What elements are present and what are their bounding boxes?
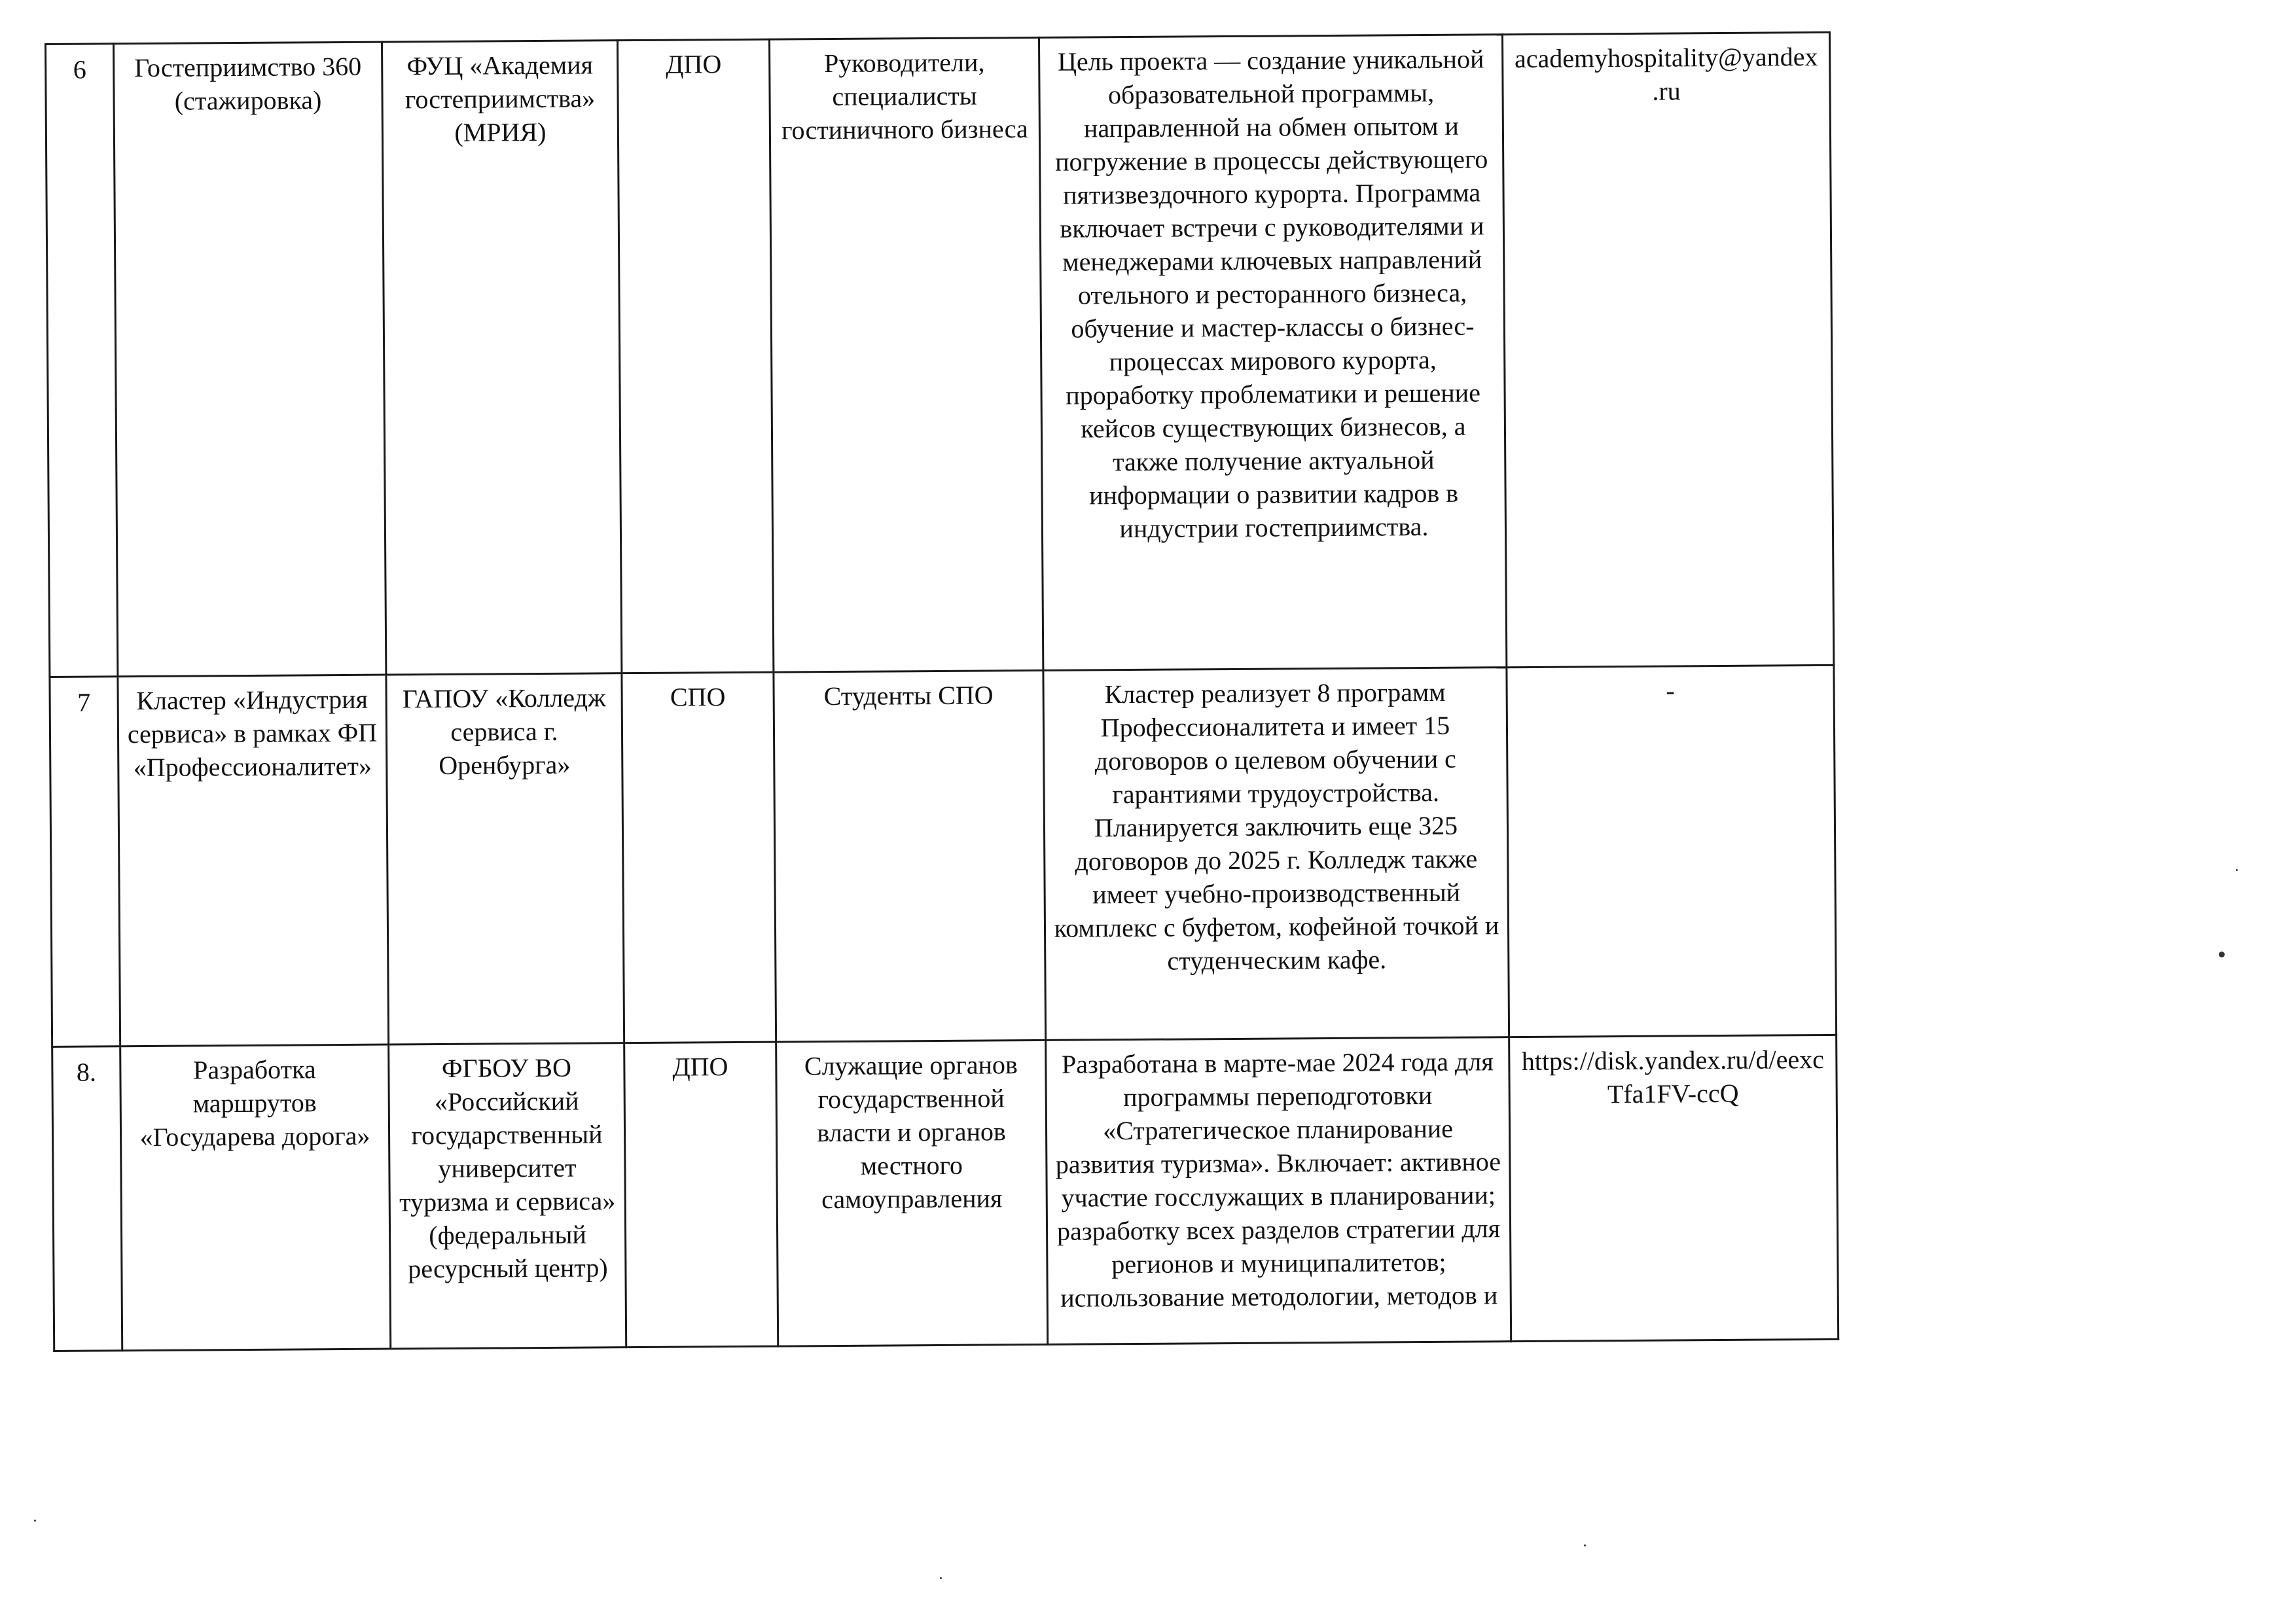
scan-speck [2219,952,2225,957]
contact-info: academyhospitality@yandex.ru [1502,32,1833,667]
scan-speck [940,1577,942,1579]
programs-table [45,31,1839,1352]
target-audience: Руководители, специалисты гостиничного бизнеса [769,37,1043,672]
organization-name: ФУЦ «Академия гостеприимства» (МРИЯ) [382,41,621,675]
table-row [50,665,1837,1046]
scan-speck [2236,869,2238,871]
row-number: 8. [52,1046,122,1351]
program-name: Разработка маршрутов «Государева дорога» [120,1044,391,1351]
table-container [45,31,1837,1352]
program-description: Цель проекта — создание уникальной образовательной программы, направленной на обмен опытом и погружение в процессы действующего пятизвездочного курорта. Программа включает встречи с руководителями и менеджерами ключевых направлений отельного и ресторанного бизнеса, обучение и мастер-классы о бизнес-процессах мирового курорта, проработку проблематики и решение кейсов существующих бизнесов, а также получение актуальной информации о развитии кадров в индустрии гостеприимства. [1039,35,1506,671]
program-description: Кластер реализует 8 программ Профессионалитета и имеет 15 договоров о целевом обучении с гарантиями трудоустройства. Планируется заключить еще 325 договоров до 2025 г. Колледж также имеет учебно-производственный комплекс с буфетом, кофейной точкой и студенческим кафе. [1043,668,1509,1041]
target-audience: Служащие органов государственной власти и органов местного самоуправления [776,1040,1048,1346]
organization-name: ФГБОУ ВО «Российский государственный университет туризма и сервиса» (федеральный ресурсный центр) [389,1043,626,1349]
education-level: СПО [622,672,776,1043]
row-number: 7 [50,677,120,1047]
contact-info: - [1507,665,1837,1037]
organization-name: ГАПОУ «Колледж сервиса г. Оренбурга» [386,673,624,1044]
target-audience: Студенты СПО [774,670,1046,1042]
program-name: Кластер «Индустрия сервиса» в рамках ФП «Профессионалитет» [118,675,389,1046]
table-row [52,1035,1839,1351]
table-row [46,32,1834,677]
contact-info: https://disk.yandex.ru/d/eexcTfa1FV-ccQ [1509,1035,1839,1341]
education-level: ДПО [624,1042,778,1347]
row-number: 6 [46,44,118,677]
program-name: Гостеприимство 360 (стажировка) [114,42,386,677]
program-description: Разработана в марте-мае 2024 года для программы переподготовки «Стратегическое планирование развития туризма». Включает: активное участие госслужащих в планировании; разработку всех разделов стратегии для регионов и муниципалитетов; использование методологии, методов и [1046,1037,1511,1345]
education-level: ДПО [617,39,773,673]
scan-speck [34,1520,36,1522]
scan-speck [1584,1544,1586,1546]
